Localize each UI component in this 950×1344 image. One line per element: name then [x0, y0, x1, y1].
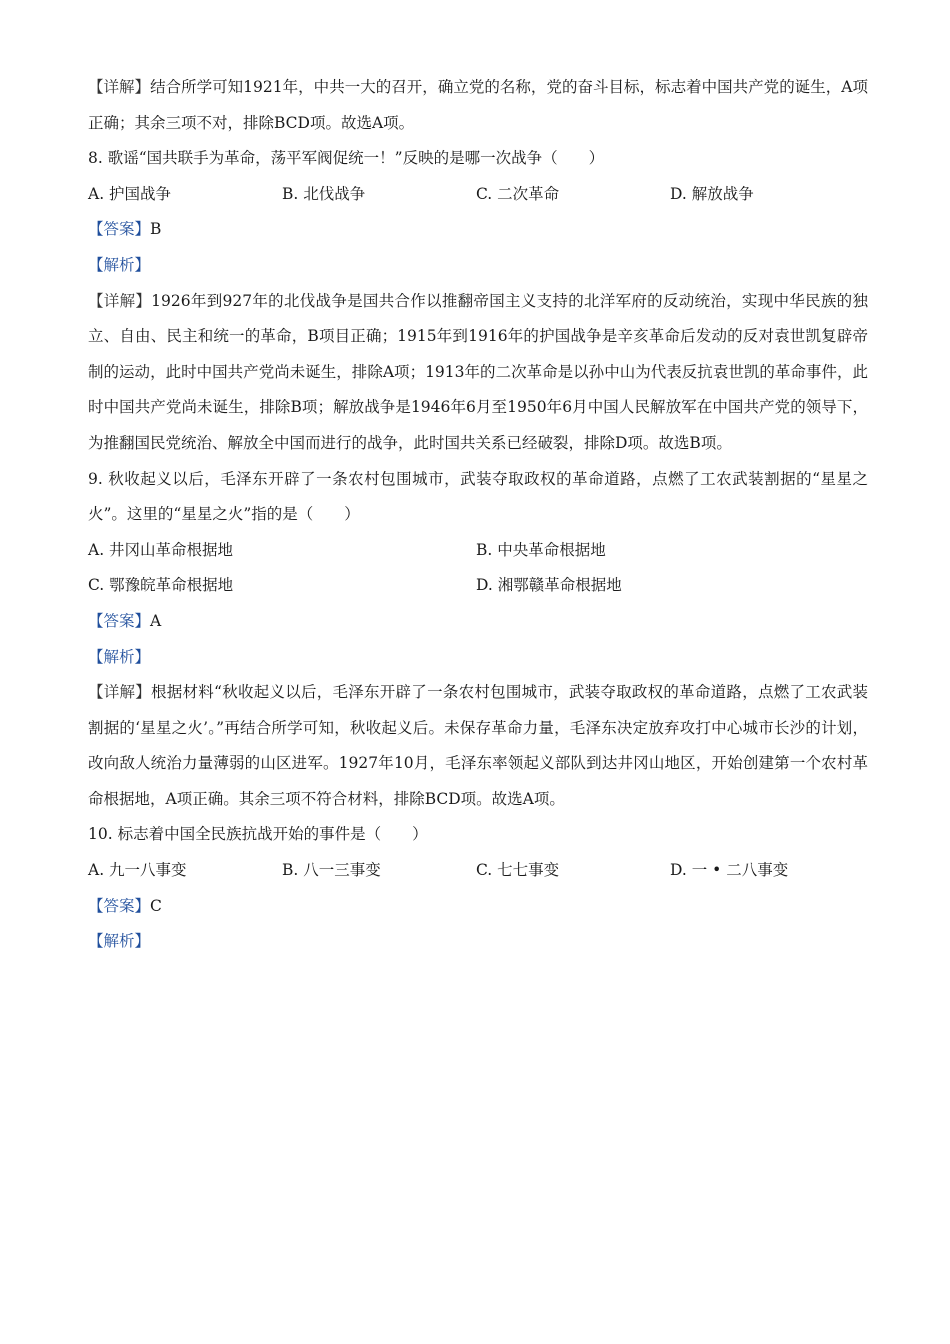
analysis-tag: 【解析】 [88, 932, 151, 951]
analysis-tag: 【解析】 [88, 255, 151, 274]
answer-tag: 【答案】 [88, 220, 151, 239]
option-b: B. 中央革命根据地 [476, 540, 606, 559]
answer-line [88, 212, 868, 248]
answer-tag: 【答案】 [88, 896, 151, 915]
answer-line [88, 889, 868, 925]
answer-tag: 【答案】 [88, 611, 151, 630]
option-a: A. 九一八事变 [88, 861, 187, 880]
question-10-options [88, 853, 868, 889]
answer-value: C [150, 896, 162, 915]
question-10-stem: 10. 标志着中国全民族抗战开始的事件是（ ） [88, 825, 428, 844]
option-a: A. 井冈山革命根据地 [88, 540, 234, 559]
detail-text: 根据材料“秋收起义以后，毛泽东开辟了一条农村包围城市，武装夺取政权的革命道路，点燃了工农武装割据的‘星星之火’。”再结合所学可知，秋收起义后。未保存革命力量，毛泽东决定放弃攻打中心城市长沙的计划，改向敌人统治力量薄弱的山区进军。1927年10月，毛泽东率领起义部队到达井冈山地区，开始创建第一个农村革命根据地，A项正确。其余三项不符合材料，排除BCD项。故选A项。 [88, 683, 868, 808]
option-b: B. 八一三事变 [282, 861, 381, 880]
explanation-q9 [88, 675, 868, 817]
option-d: D. 湘鄂赣革命根据地 [476, 576, 622, 595]
option-a: A. 护国战争 [88, 184, 172, 203]
explanation-q8 [88, 284, 868, 462]
detail-tag: 【详解】 [88, 291, 152, 310]
answer-line [88, 604, 868, 640]
option-d: D. 一 • 二八事变 [670, 861, 789, 880]
question-8-stem: 8. 歌谣“国共联手为革命，荡平军阀促统一！”反映的是哪一次战争（ ） [88, 149, 605, 168]
question-8-options [88, 177, 868, 213]
question-9-options-row2 [88, 568, 868, 604]
option-d: D. 解放战争 [670, 184, 754, 203]
detail-text: 1926年到927年的北伐战争是国共合作以推翻帝国主义支持的北洋军府的反动统治，实现中华民族的独立、自由、民主和统一的革命，B项目正确；1915年到1916年的护国战争是辛亥革命后发动的反对袁世凯复辟帝制的运动，此时中国共产党尚未诞生，排除A项；1913年的二次革命是以孙中山为代表反抗袁世凯的革命事件，此时中国共产党尚未诞生，排除B项；解放战争是1946年6月至1950年6月中国人民解放军在中国共产党的领导下，为推翻国民党统治、解放全中国而进行的战争，此时国共关系已经破裂，排除D项。故选B项。 [88, 291, 868, 452]
option-b: B. 北伐战争 [282, 184, 366, 203]
analysis-tag: 【解析】 [88, 647, 151, 666]
explanation-q7 [88, 70, 868, 141]
detail-text: 结合所学可知1921年，中共一大的召开，确立党的名称，党的奋斗目标，标志着中国共产党的诞生，A项正确；其余三项不对，排除BCD项。故选A项。 [88, 78, 868, 132]
answer-value: A [150, 611, 162, 630]
option-c: C. 七七事变 [476, 861, 560, 880]
detail-tag: 【详解】 [88, 683, 152, 702]
option-c: C. 二次革命 [476, 184, 560, 203]
detail-tag: 【详解】 [88, 78, 151, 96]
question-9-options-row1 [88, 533, 868, 569]
answer-value: B [150, 220, 162, 239]
document-page [88, 70, 868, 960]
question-9-stem: 9. 秋收起义以后，毛泽东开辟了一条农村包围城市，武装夺取政权的革命道路，点燃了工农武装割据的“星星之火”。这里的“星星之火”指的是（ ） [88, 469, 868, 524]
option-c: C. 鄂豫皖革命根据地 [88, 576, 234, 595]
